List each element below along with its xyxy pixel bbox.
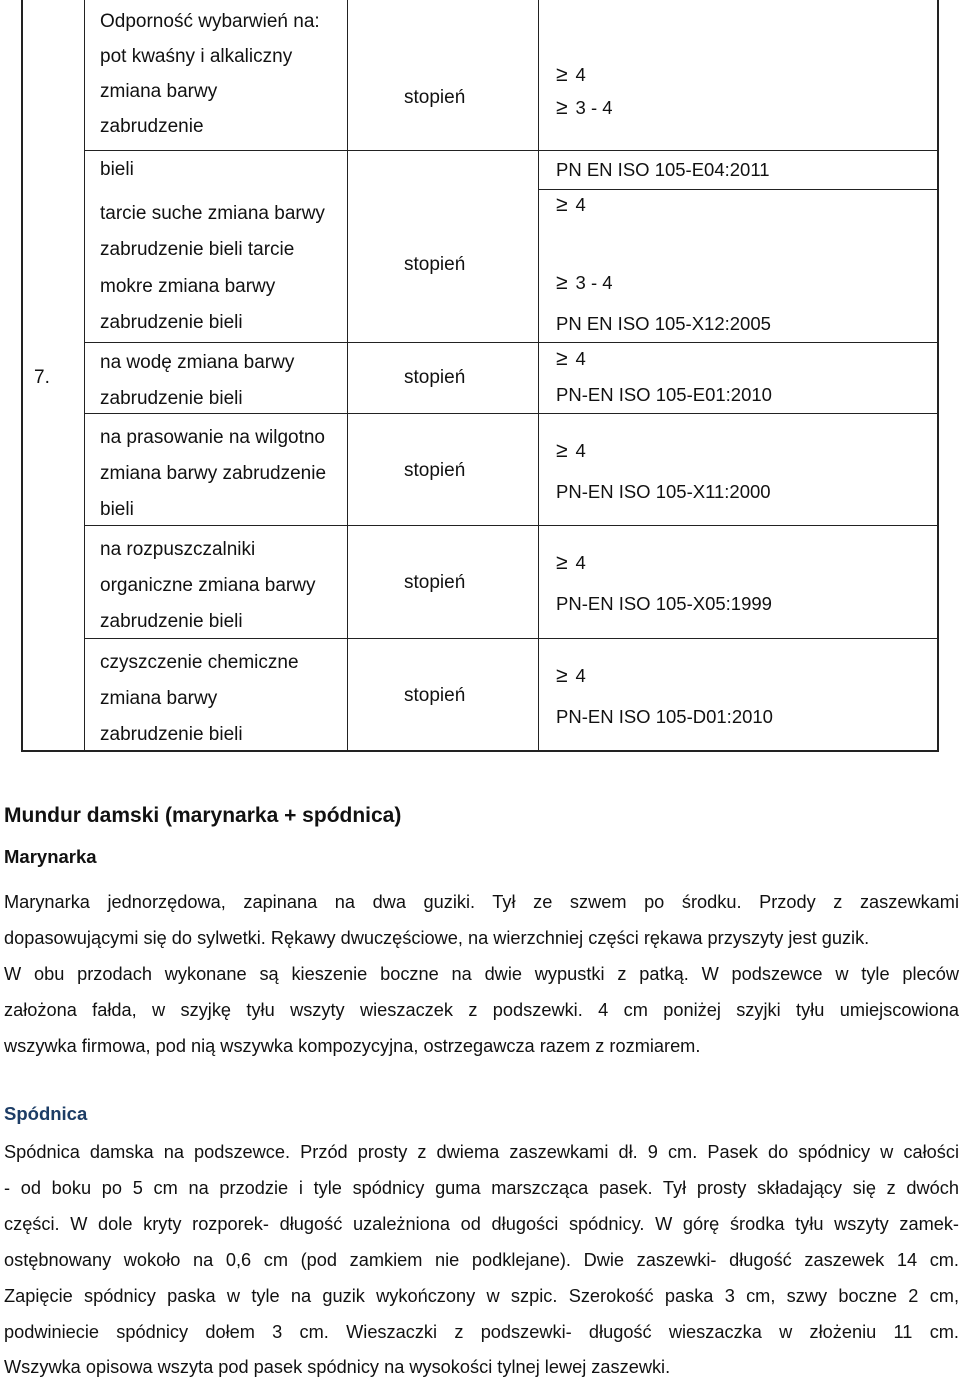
value-ge — [556, 194, 586, 216]
marynarka-description — [4, 885, 959, 1065]
property-line: zabrudzenie — [100, 116, 204, 137]
unit-label: stopień — [404, 460, 466, 481]
property-line: zmiana barwy — [100, 688, 218, 709]
test-standard: PN-EN ISO 105-D01:2010 — [556, 706, 773, 727]
value-ge — [556, 665, 586, 687]
test-standard: PN-EN ISO 105-X05:1999 — [556, 593, 772, 614]
unit-label: stopień — [404, 367, 466, 388]
unit-label: stopień — [404, 254, 466, 275]
value: 4 — [575, 665, 586, 686]
property-line: zmiana barwy zabrudzenie — [100, 463, 327, 484]
property-line: zabrudzenie bieli — [100, 611, 243, 632]
property-line: Odporność wybarwień na: — [100, 11, 320, 32]
paragraph-line: dopasowującymi się do sylwetki. Rękawy dwuczęściowe, na wierzchniej części rękawa przyszyty jest guzik. — [4, 927, 870, 948]
paragraph-line: ostębnowany wokoło na 0,6 cm (pod zamkiem nie podklejane). Dwie zaszewki- długość zaszewek 14 cm. — [4, 1249, 959, 1270]
greater-equal-icon: ≥ — [556, 439, 568, 462]
paragraph-line: podwiniecie spódnicy dołem 3 cm. Wieszaczki z podszewki- długość wieszaczka w złożeniu 11 cm. — [4, 1321, 959, 1342]
value: 4 — [575, 194, 586, 215]
table-divider-unit — [538, 0, 539, 752]
paragraph-line: założona fałda, w szyjkę tyłu wszyty wieszaczek z podszewki. 4 cm poniżej szyjki tyłu umiejscowiona — [4, 999, 959, 1020]
subsection-heading-spodnica: Spódnica — [4, 1103, 88, 1124]
row-divider — [84, 342, 939, 343]
value: 4 — [575, 552, 586, 573]
greater-equal-icon: ≥ — [556, 347, 568, 370]
value-ge — [556, 64, 586, 86]
greater-equal-icon: ≥ — [556, 96, 568, 119]
property-line: mokre zmiana barwy — [100, 276, 276, 297]
table-divider-number — [84, 0, 85, 752]
property-line: tarcie suche zmiana barwy — [100, 203, 325, 224]
value: 3 - 4 — [575, 272, 613, 293]
table-border-right — [937, 0, 939, 752]
unit-label: stopień — [404, 87, 466, 108]
property-line: czyszczenie chemiczne — [100, 652, 299, 673]
row-number: 7. — [34, 367, 50, 388]
property-line: zabrudzenie bieli tarcie — [100, 239, 295, 260]
value: 3 - 4 — [575, 97, 613, 118]
paragraph-line: wszywka firmowa, pod nią wszywka kompozycyjna, ostrzegawcza razem z rozmiarem. — [4, 1035, 701, 1056]
test-standard: PN EN ISO 105-E04:2011 — [556, 159, 770, 180]
property-line: organiczne zmiana barwy — [100, 575, 316, 596]
value-ge — [556, 440, 586, 462]
property-line: zmiana barwy — [100, 81, 218, 102]
row-divider — [84, 525, 939, 526]
subsection-heading-marynarka: Marynarka — [4, 846, 97, 867]
spodnica-description — [4, 1135, 959, 1386]
unit-label: stopień — [404, 685, 466, 706]
property-line: zabrudzenie bieli — [100, 312, 243, 333]
paragraph-line: Wszywka opisowa wszyta pod pasek spódnicy na wysokości tylnej lewej zaszewki. — [4, 1357, 671, 1378]
value-ge — [556, 348, 586, 370]
paragraph-line: - od boku po 5 cm na przodzie i tyle spódnicy guma marszcząca pasek. Tył prosty składający się z dwóch — [4, 1177, 959, 1198]
value-ge — [556, 97, 613, 119]
property-line: bieli — [100, 499, 134, 520]
property-line: bieli — [100, 159, 134, 180]
greater-equal-icon: ≥ — [556, 551, 568, 574]
property-line: zabrudzenie bieli — [100, 388, 243, 409]
greater-equal-icon: ≥ — [556, 193, 568, 216]
paragraph-line: W obu przodach wykonane są kieszenie boczne na dwie wypustki z patką. W podszewce w tyle pleców — [4, 963, 959, 984]
test-standard: PN EN ISO 105-X12:2005 — [556, 313, 771, 334]
value-ge — [556, 552, 586, 574]
property-line: na rozpuszczalniki — [100, 539, 256, 560]
property-line: na wodę zmiana barwy — [100, 352, 295, 373]
unit-label: stopień — [404, 572, 466, 593]
paragraph-line: części. W dole kryty rozporek- długość uzależniona od długości spódnicy. W górę środka tyłu wszyty zamek- — [4, 1213, 959, 1234]
value-ge — [556, 272, 613, 294]
property-line: pot kwaśny i alkaliczny — [100, 46, 293, 67]
greater-equal-icon: ≥ — [556, 664, 568, 687]
paragraph-line: Marynarka jednorzędowa, zapinana na dwa guziki. Tył ze szwem po środku. Przody z zaszewkami — [4, 892, 959, 912]
greater-equal-icon: ≥ — [556, 271, 568, 294]
table-divider-property — [347, 0, 348, 752]
paragraph-line: Spódnica damska na podszewce. Przód prosty z dwiema zaszewkami dł. 9 cm. Pasek do spódnicy w całości — [4, 1142, 959, 1162]
test-standard: PN-EN ISO 105-X11:2000 — [556, 481, 771, 502]
test-standard: PN-EN ISO 105-E01:2010 — [556, 384, 772, 405]
greater-equal-icon: ≥ — [556, 63, 568, 86]
property-line: zabrudzenie bieli — [100, 724, 243, 745]
section-title: Mundur damski (marynarka + spódnica) — [4, 804, 402, 827]
value: 4 — [575, 348, 586, 369]
value: 4 — [575, 64, 586, 85]
table-border-left — [21, 0, 23, 752]
paragraph-line: Zapięcie spódnicy paska w tyle na guzik wykończony w szpic. Szerokość paska 3 cm, szwy boczne 2 cm, — [4, 1285, 959, 1306]
row-divider — [538, 189, 939, 190]
row-divider — [84, 150, 939, 151]
property-line: na prasowanie na wilgotno — [100, 427, 325, 448]
value: 4 — [575, 440, 586, 461]
